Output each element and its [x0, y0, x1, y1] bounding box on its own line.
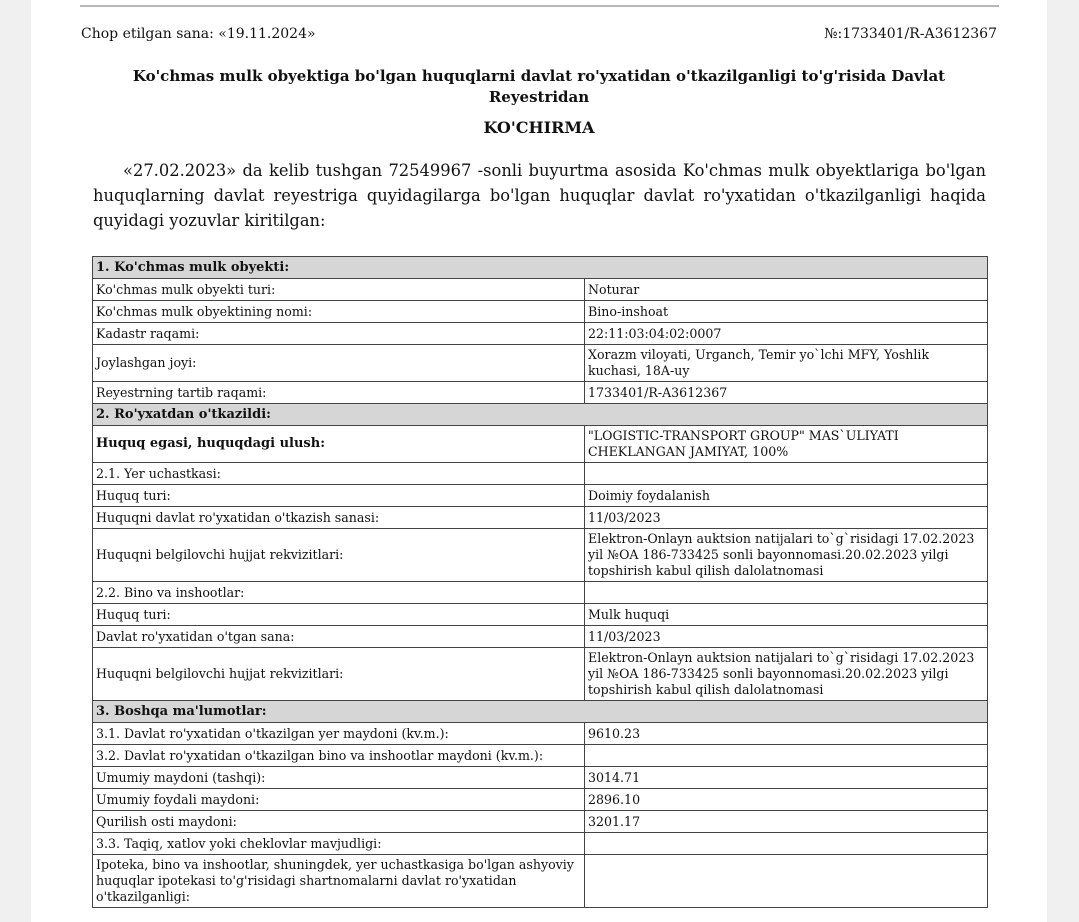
- row-label: Ko'chmas mulk obyekti turi:: [93, 279, 585, 301]
- row-value: Bino-inshoat: [585, 301, 988, 323]
- row-label: Davlat ro'yxatidan o'tgan sana:: [93, 626, 585, 648]
- table-row: [93, 485, 988, 507]
- row-value: [585, 833, 988, 855]
- document-title: Ko'chmas mulk obyektiga bo'lgan huquqlarni davlat ro'yxatidan o'tkazilganligi to'g'risida Davlat Reyestridan: [132, 67, 946, 106]
- row-value: 11/03/2023: [585, 507, 988, 529]
- table-row: [93, 833, 988, 855]
- row-label: Ko'chmas mulk obyektining nomi:: [93, 301, 585, 323]
- subsection-title: 2.1. Yer uchastkasi:: [93, 463, 585, 485]
- table-row: [93, 529, 988, 582]
- row-label: 3.3. Taqiq, xatlov yoki cheklovlar mavjudligi:: [93, 833, 585, 855]
- table-row: [93, 789, 988, 811]
- section-1-title: 1. Ko'chmas mulk obyekti:: [93, 257, 988, 279]
- table-row: [93, 507, 988, 529]
- row-value: Mulk huquqi: [585, 604, 988, 626]
- row-label: Ipoteka, bino va inshootlar, shuningdek, yer uchastkasiga bo'lgan ashyoviy huquqlar ipotekasi to'g'risidagi shartnomalarni davlat ro'yxatidan o'tkazilganligi:: [93, 855, 585, 908]
- subsection-title: 2.2. Bino va inshootlar:: [93, 582, 585, 604]
- table-row: [93, 723, 988, 745]
- table-row: [93, 626, 988, 648]
- print-date: Chop etilgan sana: «19.11.2024»: [81, 26, 316, 42]
- section-header: [93, 257, 988, 279]
- section-header: [93, 404, 988, 426]
- document-number: №:1733401/R-A3612367: [824, 26, 997, 42]
- row-label: 3.1. Davlat ro'yxatidan o'tkazilgan yer maydoni (kv.m.):: [93, 723, 585, 745]
- table-row: [93, 279, 988, 301]
- row-value: Xorazm viloyati, Urganch, Temir yo`lchi MFY, Yoshlik kuchasi, 18A-uy: [585, 345, 988, 382]
- row-label: Qurilish osti maydoni:: [93, 811, 585, 833]
- row-value: "LOGISTIC-TRANSPORT GROUP" MAS`ULIYATI CHEKLANGAN JAMIYAT, 100%: [585, 426, 988, 463]
- table-row: [93, 382, 988, 404]
- top-divider: [80, 5, 999, 7]
- row-label: Umumiy maydoni (tashqi):: [93, 767, 585, 789]
- row-value: 3014.71: [585, 767, 988, 789]
- table-row: [93, 811, 988, 833]
- table-row: [93, 767, 988, 789]
- row-value: Elektron-Onlayn auktsion natijalari to`g`risidagi 17.02.2023 yil №OA 186-733425 sonli bayonnomasi.20.02.2023 yilgi topshirish kabul qilish dalolatnomasi: [585, 529, 988, 582]
- table-row: [93, 745, 988, 767]
- row-label: 3.2. Davlat ro'yxatidan o'tkazilgan bino va inshootlar maydoni (kv.m.):: [93, 745, 585, 767]
- row-label: Huquqni davlat ro'yxatidan o'tkazish sanasi:: [93, 507, 585, 529]
- row-label: Huquq turi:: [93, 485, 585, 507]
- row-value: Doimiy foydalanish: [585, 485, 988, 507]
- table-row: [93, 604, 988, 626]
- row-label: Kadastr raqami:: [93, 323, 585, 345]
- table-row: [93, 323, 988, 345]
- table-row: [93, 345, 988, 382]
- table-row: [93, 463, 988, 485]
- row-label: Reyestrning tartib raqami:: [93, 382, 585, 404]
- table-row: [93, 582, 988, 604]
- row-value: Noturar: [585, 279, 988, 301]
- table-row: [93, 648, 988, 701]
- row-value: 9610.23: [585, 723, 988, 745]
- row-value: 22:11:03:04:02:0007: [585, 323, 988, 345]
- row-value: 2896.10: [585, 789, 988, 811]
- table-row: [93, 301, 988, 323]
- section-2-title: 2. Ro'yxatdan o'tkazildi:: [93, 404, 988, 426]
- row-label: Huquq egasi, huquqdagi ulush:: [93, 426, 585, 463]
- intro-paragraph: «27.02.2023» da kelib tushgan 72549967 -sonli buyurtma asosida Ko'chmas mulk obyektlariga bo'lgan huquqlarning davlat reyestriga quyidagilarga bo'lgan huquqlar davlat ro'yxatidan o'tkazilganligi haqida quyidagi yozuvlar kiritilgan:: [93, 161, 986, 230]
- table-row: [93, 426, 988, 463]
- section-3-title: 3. Boshqa ma'lumotlar:: [93, 701, 988, 723]
- registry-table: [92, 256, 988, 908]
- row-value: [585, 463, 988, 485]
- row-value: 11/03/2023: [585, 626, 988, 648]
- row-label: Umumiy foydali maydoni:: [93, 789, 585, 811]
- table-row: [93, 855, 988, 908]
- row-value: 3201.17: [585, 811, 988, 833]
- row-value: [585, 745, 988, 767]
- row-value: [585, 855, 988, 908]
- row-label: Huquqni belgilovchi hujjat rekvizitlari:: [93, 529, 585, 582]
- row-label: Joylashgan joyi:: [93, 345, 585, 382]
- document-page: [31, 0, 1047, 922]
- row-label: Huquqni belgilovchi hujjat rekvizitlari:: [93, 648, 585, 701]
- row-label: Huquq turi:: [93, 604, 585, 626]
- row-value: 1733401/R-A3612367: [585, 382, 988, 404]
- row-value: Elektron-Onlayn auktsion natijalari to`g`risidagi 17.02.2023 yil №OA 186-733425 sonli bayonnomasi.20.02.2023 yilgi topshirish kabul qilish dalolatnomasi: [585, 648, 988, 701]
- document-subtitle: KO'CHIRMA: [483, 118, 595, 137]
- section-header: [93, 701, 988, 723]
- row-value: [585, 582, 988, 604]
